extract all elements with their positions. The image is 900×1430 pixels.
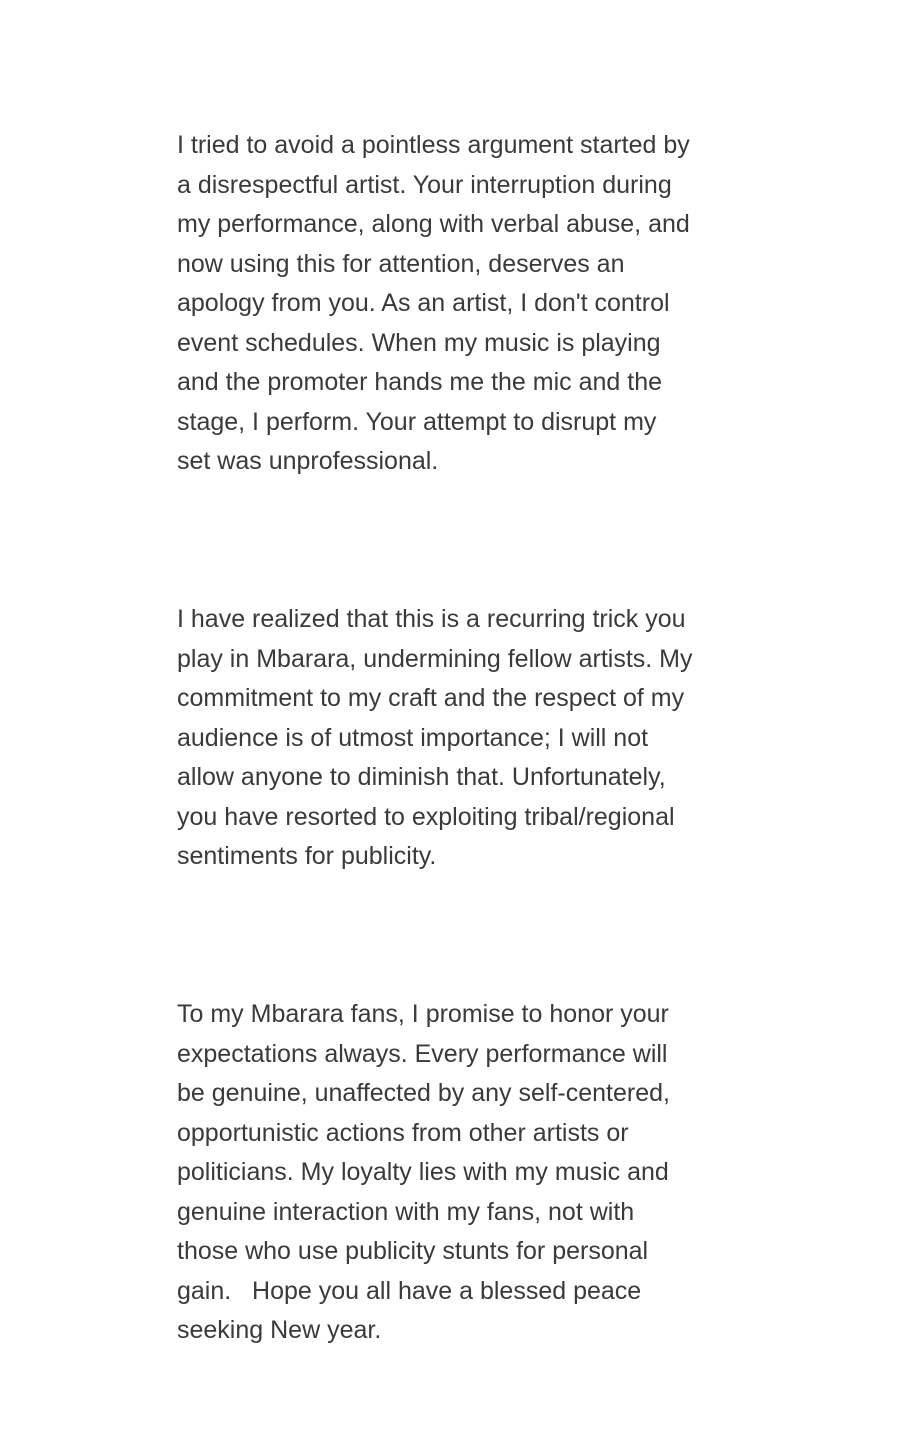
note-paragraph-3: To my Mbarara fans, I promise to honor your expectations always. Every performance will be genuine, unaffected by any self-centered, opportunistic actions from other artists or politicians. My loyalty lies with my music and genuine interaction with my fans, not with those who use publicity stunts for personal gain. Hope you all have a blessed peace seeking New year. [177, 1000, 670, 1344]
note-paragraph-2: I have realized that this is a recurring trick you play in Mbarara, undermining fellow artists. My commitment to my craft and the respect of my audience is of utmost importance; I will not allow anyone to diminish that. Unfortunately, you have resorted to exploiting tribal/regional sentiments for publicity. [177, 605, 693, 870]
note-body [177, 47, 747, 1430]
note-paragraph-1: I tried to avoid a pointless argument started by a disrespectful artist. Your interruption during my performance, along with verbal abuse, and now using this for attention, deserves an apology from you. As an artist, I don't control event schedules. When my music is playing and the promoter hands me the mic and the stage, I perform. Your attempt to disrupt my set was unprofessional. [177, 131, 690, 475]
